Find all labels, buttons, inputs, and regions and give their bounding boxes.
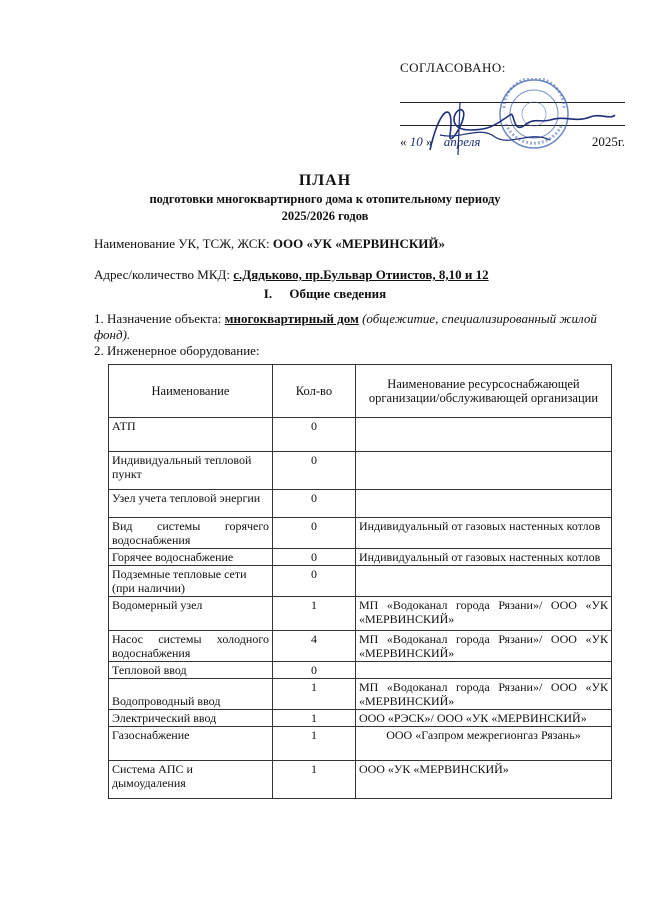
row-qty: 1 [272, 710, 355, 727]
row-name: Горячее водоснабжение [109, 549, 273, 566]
table-row [109, 452, 612, 490]
document-subtitle-2: 2025/2026 годов [281, 209, 369, 223]
org-line [94, 236, 445, 252]
table-row [109, 549, 612, 566]
equipment-label: 2. Инженерное оборудование: [94, 343, 260, 358]
table-row [109, 518, 612, 549]
row-org [355, 490, 611, 518]
row-qty: 0 [272, 549, 355, 566]
address-label: Адрес/количество МКД: [94, 267, 230, 282]
row-qty: 0 [272, 418, 355, 452]
row-name: Подземные тепловые сети (при наличии) [109, 566, 273, 597]
row-org: ООО «Газпром межрегионгаз Рязань» [355, 727, 611, 761]
approval-label: СОГЛАСОВАНО: [400, 60, 506, 75]
purpose-value: многоквартирный дом [224, 311, 359, 326]
row-name: Вид системы горячего водоснабжения [109, 518, 273, 549]
row-name: Водопроводный ввод [109, 679, 273, 710]
table-header-row [109, 365, 612, 418]
date-open-quote: « [400, 134, 407, 149]
row-qty: 1 [272, 761, 355, 799]
row-org: ООО «РЭСК»/ ООО «УК «МЕРВИНСКИЙ» [355, 710, 611, 727]
row-org [355, 662, 611, 679]
date-month: апреля [443, 134, 481, 149]
date-year: 2025г. [591, 134, 625, 149]
date-close-quote: » [426, 134, 433, 149]
table-row [109, 727, 612, 761]
table-row [109, 710, 612, 727]
row-qty: 0 [272, 566, 355, 597]
header-name: Наименование [109, 365, 273, 418]
table-row [109, 490, 612, 518]
table-row [109, 566, 612, 597]
row-name: Газоснабжение [109, 727, 273, 761]
header-qty: Кол-во [272, 365, 355, 418]
row-name: Узел учета тепловой энергии [109, 490, 273, 518]
row-name: Система АПС и дымоудаления [109, 761, 273, 799]
row-qty: 0 [272, 518, 355, 549]
document-title-block [0, 172, 650, 224]
row-org: Индивидуальный от газовых настенных котлов [355, 518, 611, 549]
table-row [109, 597, 612, 631]
row-org: ООО «УК «МЕРВИНСКИЙ» [355, 761, 611, 799]
table-row [109, 761, 612, 799]
handwritten-signature-icon [400, 95, 620, 165]
row-name: Водомерный узел [109, 597, 273, 631]
row-name: Тепловой ввод [109, 662, 273, 679]
row-qty: 4 [272, 631, 355, 662]
row-name: Электрический ввод [109, 710, 273, 727]
equipment-table [108, 364, 612, 799]
org-value: ООО «УК «МЕРВИНСКИЙ» [272, 236, 446, 251]
document-subtitle-1: подготовки многоквартирного дома к отопительному периоду [149, 192, 501, 206]
section-number: I. [263, 286, 273, 301]
row-org [355, 566, 611, 597]
row-name: Насос системы холодного водоснабжения [109, 631, 273, 662]
row-name: Индивидуальный тепловой пункт [109, 452, 273, 490]
purpose-label: 1. Назначение объекта: [94, 311, 222, 326]
row-org [355, 418, 611, 452]
row-qty: 0 [272, 452, 355, 490]
address-line [94, 267, 489, 283]
row-qty: 1 [272, 727, 355, 761]
row-org: МП «Водоканал города Рязани»/ ООО «УК «МЕРВИНСКИЙ» [355, 631, 611, 662]
section-heading [0, 286, 650, 302]
row-qty: 0 [272, 490, 355, 518]
table-row [109, 418, 612, 452]
row-org [355, 452, 611, 490]
table-row [109, 631, 612, 662]
date-day: 10 [409, 134, 423, 149]
row-name: АТП [109, 418, 273, 452]
table-row [109, 679, 612, 710]
document-title: ПЛАН [298, 172, 352, 189]
header-org: Наименование ресурсоснабжающей организации/обслуживающей организации [355, 365, 611, 418]
row-org: МП «Водоканал города Рязани»/ ООО «УК «МЕРВИНСКИЙ» [355, 597, 611, 631]
row-qty: 1 [272, 679, 355, 710]
address-value: с.Дядьково, пр.Бульвар Отиистов, 8,10 и 12 [233, 267, 489, 282]
purpose-note: (общежитие, специализированный жилой фонд). [94, 311, 597, 342]
section-title: Общие сведения [289, 286, 387, 301]
row-org: Индивидуальный от газовых настенных котлов [355, 549, 611, 566]
purpose-paragraph [94, 311, 614, 359]
org-label: Наименование УК, ТСЖ, ЖСК: [94, 236, 270, 251]
row-qty: 0 [272, 662, 355, 679]
table-row [109, 662, 612, 679]
row-org: МП «Водоканал города Рязани»/ ООО «УК «МЕРВИНСКИЙ» [355, 679, 611, 710]
row-qty: 1 [272, 597, 355, 631]
